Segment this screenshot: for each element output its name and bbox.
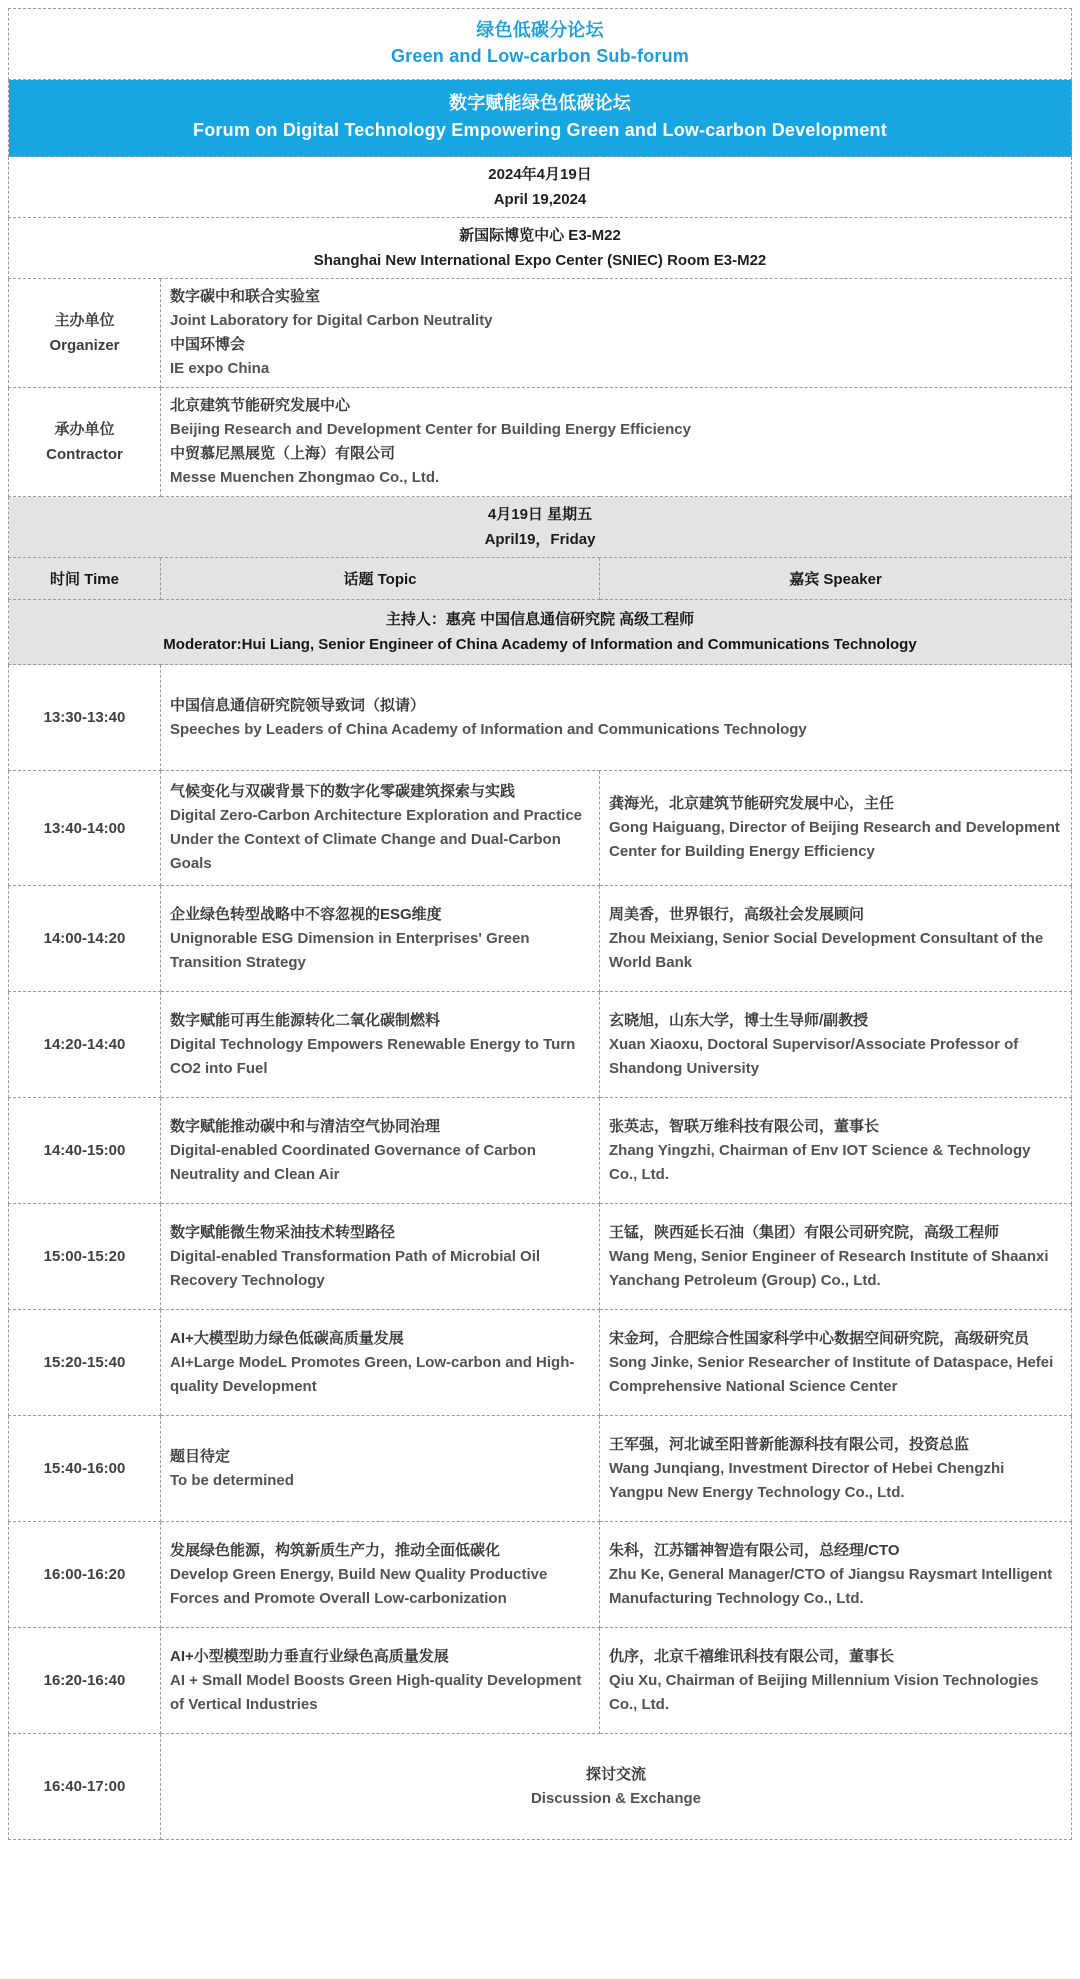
- agenda-topic: [161, 1310, 600, 1416]
- agenda-topic-en: Unignorable ESG Dimension in Enterprises' Green Transition Strategy: [170, 929, 530, 971]
- agenda-speaker: [600, 886, 1072, 992]
- contractor-line: 中贸慕尼黑展览（上海）有限公司: [170, 445, 396, 462]
- agenda-table: [8, 8, 1072, 1840]
- agenda-topic-zh: 发展绿色能源，构筑新质生产力，推动全面低碳化: [170, 1541, 501, 1559]
- contractor-row: [9, 388, 1072, 497]
- contractor-label-en: Contractor: [46, 446, 123, 463]
- date-row: [9, 157, 1072, 218]
- agenda-speaker-en: Gong Haiguang, Director of Beijing Research and Development Center for Building Energy Efficiency: [609, 819, 1060, 860]
- organizer-line: IE expo China: [170, 360, 270, 377]
- agenda-topic-zh: AI+大模型助力绿色低碳高质量发展: [170, 1329, 404, 1347]
- agenda-speaker-zh: 宋金珂，合肥综合性国家科学中心数据空间研究院，高级研究员: [609, 1329, 1030, 1347]
- agenda-time: 15:40-16:00: [9, 1416, 161, 1522]
- contractor-line: 北京建筑节能研究发展中心: [170, 397, 351, 414]
- day-en: April19，Friday: [484, 531, 596, 548]
- agenda-topic-zh: 探讨交流: [585, 1765, 646, 1783]
- agenda-row: [9, 1098, 1072, 1204]
- agenda-topic-zh: 企业绿色转型战略中不容忽视的ESG维度: [170, 905, 442, 923]
- agenda-speaker-zh: 周美香，世界银行，高级社会发展顾问: [609, 905, 865, 923]
- organizer-label: [9, 279, 161, 388]
- agenda-speaker-zh: 仇序，北京千禧维讯科技有限公司，董事长: [609, 1647, 895, 1665]
- moderator-row: [9, 600, 1072, 665]
- event-date-zh: 2024年4月19日: [488, 166, 592, 183]
- agenda-row: [9, 1522, 1072, 1628]
- event-venue-zh: 新国际博览中心 E3-M22: [459, 227, 621, 244]
- agenda-speaker: [600, 1310, 1072, 1416]
- agenda-speaker-zh: 张英志，智联万维科技有限公司，董事长: [609, 1117, 880, 1135]
- agenda-topic-en: Digital-enabled Coordinated Governance of Carbon Neutrality and Clean Air: [170, 1141, 536, 1183]
- agenda-row: [9, 665, 1072, 771]
- date-cell: [9, 157, 1072, 218]
- organizer-content: [161, 279, 1072, 388]
- agenda-speaker-en: Zhu Ke, General Manager/CTO of Jiangsu Raysmart Intelligent Manufacturing Technology Co., Ltd.: [609, 1565, 1053, 1607]
- forum-title-en: Green and Low-carbon Sub-forum: [390, 46, 689, 66]
- agenda-time: 16:20-16:40: [9, 1628, 161, 1734]
- contractor-label-zh: 承办单位: [54, 421, 115, 438]
- banner-title-zh: 数字赋能绿色低碳论坛: [449, 93, 631, 113]
- column-header-time: 时间 Time: [9, 558, 161, 600]
- agenda-topic-en: AI+Large ModeL Promotes Green, Low-carbon and High-quality Development: [170, 1353, 575, 1395]
- contractor-content: [161, 388, 1072, 497]
- event-date-en: April 19,2024: [493, 191, 587, 208]
- agenda-sheet: [8, 8, 1072, 1840]
- agenda-time: 13:40-14:00: [9, 771, 161, 886]
- agenda-topic: [161, 1522, 600, 1628]
- day-band-cell: [9, 497, 1072, 558]
- agenda-speaker: [600, 992, 1072, 1098]
- agenda-topic: [161, 665, 1072, 771]
- agenda-topic-zh: 数字赋能微生物采油技术转型路径: [170, 1223, 396, 1241]
- agenda-speaker-en: Zhou Meixiang, Senior Social Development Consultant of the World Bank: [609, 929, 1044, 971]
- banner-title-en: Forum on Digital Technology Empowering Green and Low-carbon Development: [193, 120, 887, 140]
- agenda-row: [9, 771, 1072, 886]
- agenda-speaker: [600, 1416, 1072, 1522]
- agenda-topic-zh: 数字赋能推动碳中和与清洁空气协同治理: [170, 1117, 441, 1135]
- agenda-row: [9, 1310, 1072, 1416]
- agenda-topic: [161, 886, 600, 992]
- contractor-line: Beijing Research and Development Center for Building Energy Efficiency: [170, 421, 691, 438]
- agenda-topic-zh: AI+小型模型助力垂直行业绿色高质量发展: [170, 1647, 449, 1665]
- contractor-line: Messe Muenchen Zhongmao Co., Ltd.: [170, 469, 440, 486]
- agenda-row: [9, 886, 1072, 992]
- agenda-topic-en: To be determined: [170, 1471, 294, 1489]
- column-header-row: [9, 558, 1072, 600]
- agenda-time: 14:00-14:20: [9, 886, 161, 992]
- agenda-speaker-zh: 朱科，江苏镭神智造有限公司，总经理/CTO: [609, 1541, 900, 1559]
- agenda-speaker: [600, 1098, 1072, 1204]
- organizer-line: 数字碳中和联合实验室: [170, 288, 321, 305]
- agenda-row: [9, 1628, 1072, 1734]
- agenda-topic-en: Digital Zero-Carbon Architecture Exploration and Practice Under the Context of Climate Change and Dual-Carbon Goals: [170, 807, 583, 872]
- agenda-row: [9, 1734, 1072, 1840]
- agenda-speaker-en: Zhang Yingzhi, Chairman of Env IOT Science & Technology Co., Ltd.: [609, 1141, 1031, 1183]
- agenda-speaker-zh: 龚海光，北京建筑节能研究发展中心，主任: [609, 795, 895, 812]
- agenda-topic-en: Digital-enabled Transformation Path of Microbial Oil Recovery Technology: [170, 1247, 541, 1289]
- day-zh: 4月19日 星期五: [487, 506, 593, 523]
- agenda-topic-zh: 数字赋能可再生能源转化二氧化碳制燃料: [170, 1011, 441, 1029]
- agenda-topic: [161, 1628, 600, 1734]
- agenda-speaker: [600, 771, 1072, 886]
- agenda-speaker-zh: 玄晓旭，山东大学，博士生导师/副教授: [609, 1011, 869, 1029]
- agenda-topic-en: Speeches by Leaders of China Academy of Information and Communications Technology: [170, 720, 807, 738]
- agenda-time: 16:00-16:20: [9, 1522, 161, 1628]
- agenda-speaker-en: Qiu Xu, Chairman of Beijing Millennium Vision Technologies Co., Ltd.: [609, 1671, 1039, 1713]
- agenda-topic-zh: 题目待定: [170, 1447, 231, 1465]
- agenda-topic-en: Discussion & Exchange: [530, 1789, 702, 1807]
- agenda-time: 16:40-17:00: [9, 1734, 161, 1840]
- agenda-speaker-en: Wang Junqiang, Investment Director of Hebei Chengzhi Yangpu New Energy Technology Co., Ltd.: [609, 1459, 1005, 1501]
- agenda-time: 15:20-15:40: [9, 1310, 161, 1416]
- agenda-row: [9, 1416, 1072, 1522]
- forum-title-zh: 绿色低碳分论坛: [476, 20, 604, 40]
- venue-cell: [9, 218, 1072, 279]
- agenda-topic: [161, 1416, 600, 1522]
- agenda-speaker: [600, 1204, 1072, 1310]
- agenda-time: 14:40-15:00: [9, 1098, 161, 1204]
- agenda-topic-en: Digital Technology Empowers Renewable Energy to Turn CO2 into Fuel: [170, 1035, 576, 1077]
- event-venue-en: Shanghai New International Expo Center (SNIEC) Room E3-M22: [313, 252, 767, 269]
- moderator-cell: [9, 600, 1072, 665]
- agenda-time: 14:20-14:40: [9, 992, 161, 1098]
- column-header-topic: 话题 Topic: [161, 558, 600, 600]
- agenda-time: 13:30-13:40: [9, 665, 161, 771]
- organizer-label-zh: 主办单位: [54, 312, 115, 329]
- contractor-label: [9, 388, 161, 497]
- forum-title-cell: [9, 9, 1072, 80]
- agenda-topic-en: AI + Small Model Boosts Green High-quality Development of Vertical Industries: [170, 1671, 582, 1713]
- agenda-row: [9, 1204, 1072, 1310]
- moderator-zh: 主持人：惠亮 中国信息通信研究院 高级工程师: [385, 611, 695, 628]
- agenda-topic: [161, 1734, 1072, 1840]
- agenda-speaker: [600, 1522, 1072, 1628]
- agenda-time: 15:00-15:20: [9, 1204, 161, 1310]
- agenda-speaker-en: Wang Meng, Senior Engineer of Research Institute of Shaanxi Yanchang Petroleum (Group) Co., Ltd.: [609, 1247, 1049, 1289]
- day-band-row: [9, 497, 1072, 558]
- organizer-line: Joint Laboratory for Digital Carbon Neutrality: [170, 312, 493, 329]
- organizer-line: 中国环博会: [170, 336, 246, 353]
- agenda-speaker-zh: 王军强，河北诚至阳普新能源科技有限公司，投资总监: [609, 1435, 970, 1453]
- agenda-speaker-en: Xuan Xiaoxu, Doctoral Supervisor/Associate Professor of Shandong University: [609, 1035, 1019, 1077]
- agenda-speaker-zh: 王锰，陕西延长石油（集团）有限公司研究院，高级工程师: [609, 1223, 1000, 1241]
- agenda-speaker-en: Song Jinke, Senior Researcher of Institute of Dataspace, Hefei Comprehensive National Science Center: [609, 1353, 1054, 1395]
- column-header-speaker: 嘉宾 Speaker: [600, 558, 1072, 600]
- agenda-topic-en: Develop Green Energy, Build New Quality Productive Forces and Promote Overall Low-carbonization: [170, 1565, 548, 1607]
- agenda-topic: [161, 1204, 600, 1310]
- venue-row: [9, 218, 1072, 279]
- agenda-topic: [161, 771, 600, 886]
- banner-cell: [9, 80, 1072, 157]
- agenda-topic-zh: 气候变化与双碳背景下的数字化零碳建筑探索与实践: [170, 783, 516, 800]
- organizer-label-en: Organizer: [49, 337, 120, 354]
- agenda-topic: [161, 992, 600, 1098]
- agenda-row: [9, 992, 1072, 1098]
- agenda-speaker: [600, 1628, 1072, 1734]
- agenda-topic: [161, 1098, 600, 1204]
- agenda-topic-zh: 中国信息通信研究院领导致词（拟请）: [170, 696, 426, 714]
- moderator-en: Moderator:Hui Liang, Senior Engineer of China Academy of Information and Communications Technology: [163, 636, 917, 653]
- banner-row: [9, 80, 1072, 157]
- organizer-row: [9, 279, 1072, 388]
- forum-title-row: [9, 9, 1072, 80]
